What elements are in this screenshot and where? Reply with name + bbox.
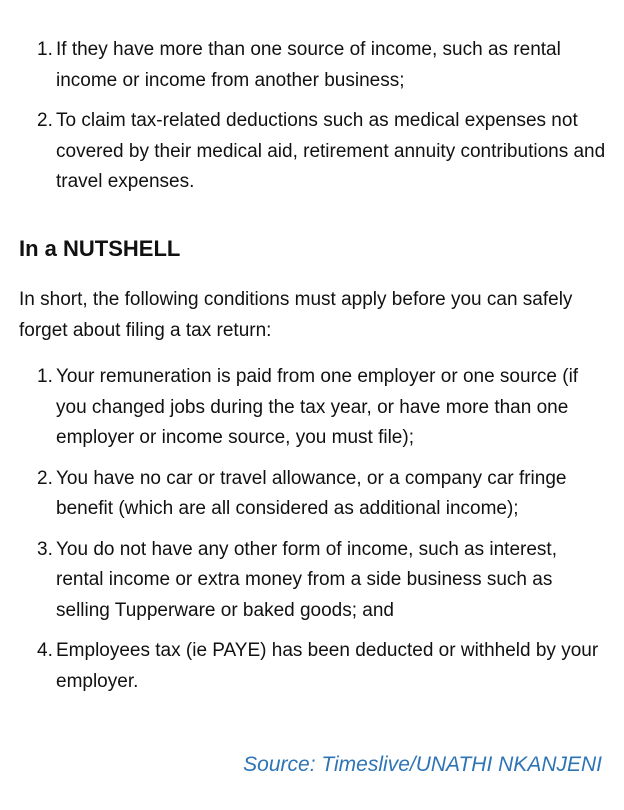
list-number: 2. xyxy=(37,467,53,489)
source-credit: Source: Timeslive/UNATHI NKANJENI xyxy=(243,753,602,776)
list-item xyxy=(37,464,607,525)
list-item xyxy=(37,535,607,627)
list-number: 1. xyxy=(37,366,53,387)
list-number: 2. xyxy=(37,110,53,131)
list-number: 4. xyxy=(37,640,53,661)
conditions-list xyxy=(37,362,607,707)
list-item xyxy=(37,362,607,454)
list-text: You do not have any other form of income, such as interest, rental income or extra money from a side business such as selling Tupperware or baked goods; and xyxy=(56,538,557,621)
list-text: You have no car or travel allowance, or a company car fringe benefit (which are all considered as additional income); xyxy=(56,467,567,519)
list-item xyxy=(37,636,607,697)
list-number: 1. xyxy=(37,39,53,60)
section-heading: In a NUTSHELL xyxy=(19,236,181,261)
list-item xyxy=(37,35,607,96)
list-item xyxy=(37,106,607,198)
list-text: Your remuneration is paid from one employer or one source (if you changed jobs during the tax year, or have more than one employer or income source, you must file); xyxy=(56,366,579,448)
list-text: If they have more than one source of income, such as rental income or income from another business; xyxy=(56,39,561,91)
list-number: 3. xyxy=(37,538,53,560)
list-text: Employees tax (ie PAYE) has been deducted or withheld by your employer. xyxy=(56,640,599,692)
filing-reasons-list xyxy=(37,35,607,208)
intro-paragraph: In short, the following conditions must apply before you can safely forget about filing a tax return: xyxy=(19,289,573,341)
list-text: To claim tax-related deductions such as medical expenses not covered by their medical aid, retirement annuity contributions and travel expenses. xyxy=(56,110,606,192)
